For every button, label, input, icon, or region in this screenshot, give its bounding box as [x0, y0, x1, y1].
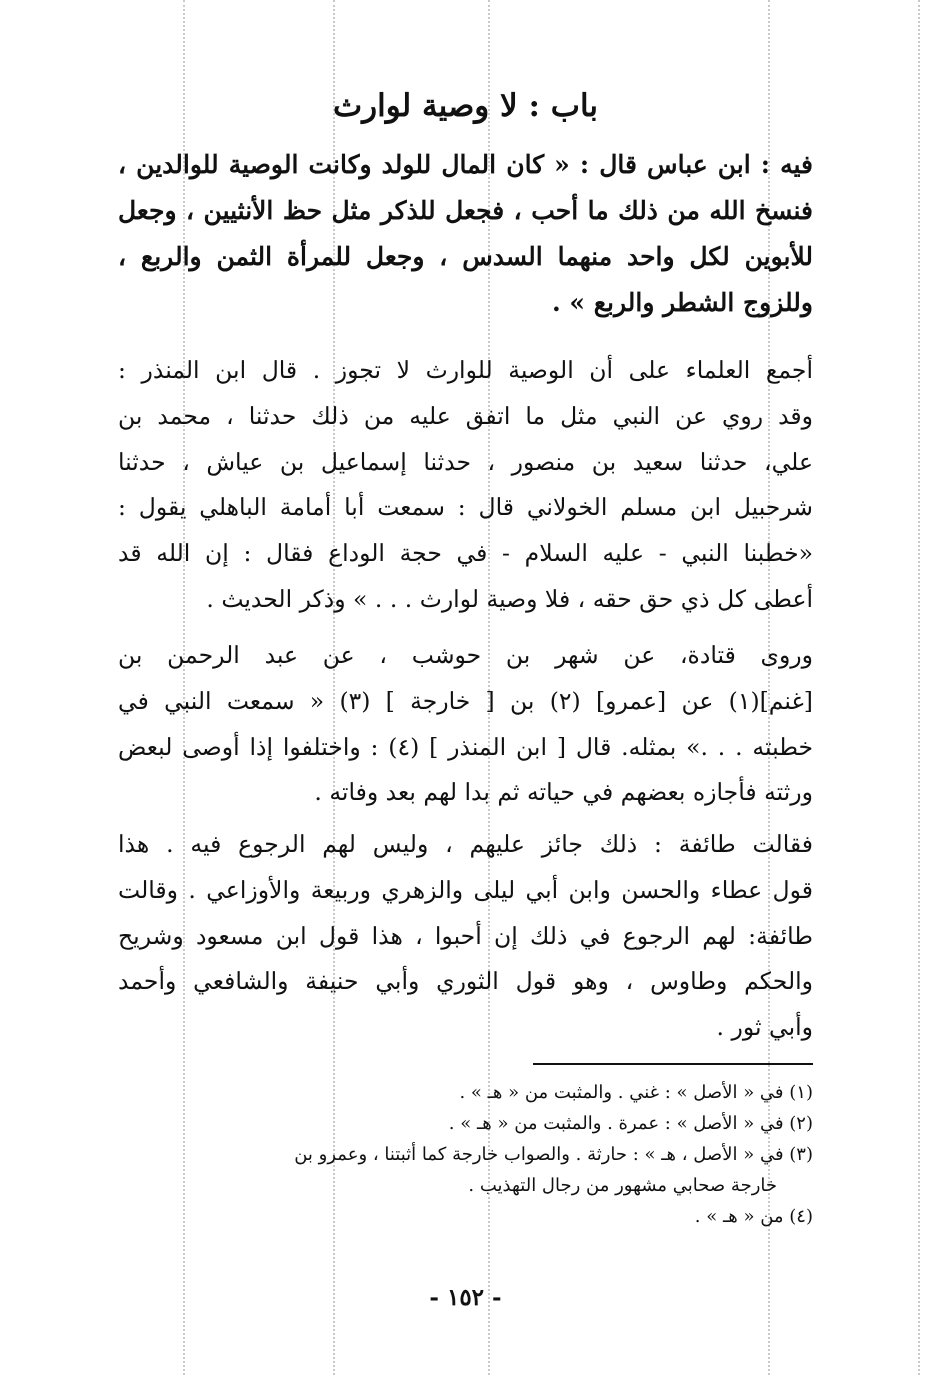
text-line: قول عطاء والحسن وابن أبي ليلى والزهري وربيعة والأوزاعي . وقالت	[118, 875, 813, 904]
text-line: طائفة: لهم الرجوع في ذلك إن أحبوا ، هذا قول ابن مسعود وشريح	[118, 921, 813, 950]
text-line: «خطبنا النبي - عليه السلام - في حجة الوداع فقال : إن الله قد	[118, 539, 813, 568]
footnote-3-continuation: خارجة صحابي مشهور من رجال التهذيب .	[468, 1175, 777, 1196]
chapter-title: باب : لا وصية لوارث	[332, 88, 599, 124]
text-line: أجمع العلماء على أن الوصية للوارث لا تجوز . قال ابن المنذر :	[118, 356, 813, 384]
text-line: وروى قتادة، عن شهر بن حوشب ، عن عبد الرحمن بن	[118, 641, 813, 669]
text-line: وقد روي عن النبي مثل ما اتفق عليه من ذلك حدثنا ، محمد بن	[118, 401, 813, 430]
footnote-3	[118, 1139, 813, 1201]
text-line: فقالت طائفة : ذلك جائز عليهم ، وليس لهم الرجوع فيه . هذا	[118, 830, 813, 858]
hadith-paragraph	[118, 142, 813, 326]
scan-guide-line	[918, 0, 920, 1375]
text-line: فنسخ الله من ذلك ما أحب ، فجعل للذكر مثل حظ الأنثيين ، وجعل	[118, 196, 813, 225]
text-line: والحكم وطاوس ، وهو قول الثوري وأبي حنيفة والشافعي وأحمد	[118, 967, 813, 996]
footnote-1: (١) في « الأصل » : غني . والمثبت من « هـ » .	[459, 1082, 813, 1103]
text-line: وللزوج الشطر والربع » .	[552, 288, 813, 317]
text-line: شرحبيل ابن مسلم الخولاني قال : سمعت أبا أمامة الباهلي يقول :	[118, 493, 813, 522]
footnotes	[118, 1077, 813, 1232]
text-line: أعطى كل ذي حق حقه ، فلا وصية لوارث . . . » وذكر الحديث .	[206, 584, 813, 613]
text-line: ورثته فأجازه بعضهم في حياته ثم بدا لهم بعد وفاته .	[314, 778, 813, 807]
narration-paragraph	[118, 633, 813, 816]
text-line: علي، حدثنا سعيد بن منصور ، حدثنا إسماعيل بن عياش ، حدثنا	[118, 447, 813, 476]
text-line: وأبي ثور .	[716, 1013, 813, 1042]
text-line: خطبته . . .» بمثله. قال [ ابن المنذر ] (٤) : واختلفوا إذا أوصى لبعض	[118, 732, 814, 761]
footnote-2: (٢) في « الأصل » : عمرة . والمثبت من « هـ » .	[448, 1113, 813, 1134]
text-line: فيه : ابن عباس قال : « كان المال للولد وكانت الوصية للوالدين ،	[118, 150, 813, 179]
consensus-paragraph	[118, 348, 813, 623]
footnote-divider	[533, 1063, 813, 1065]
page-number: - ١٥٢ -	[429, 1284, 502, 1311]
text-line: للأبوين لكل واحد منهما السدس ، وجعل للمرأة الثمن والربع ،	[118, 242, 813, 271]
footnote-4: (٤) من « هـ » .	[694, 1206, 813, 1227]
footnote-3-line: (٣) في « الأصل ، هـ » : حارثة . والصواب خارجة كما أثبتنا ، وعمرو بن	[294, 1144, 813, 1165]
text-line: [غنم](١) عن [عمرو] (٢) بن [ خارجة ] (٣) « سمعت النبي في	[118, 686, 813, 715]
opinions-paragraph	[118, 822, 813, 1051]
book-page	[118, 0, 813, 1375]
